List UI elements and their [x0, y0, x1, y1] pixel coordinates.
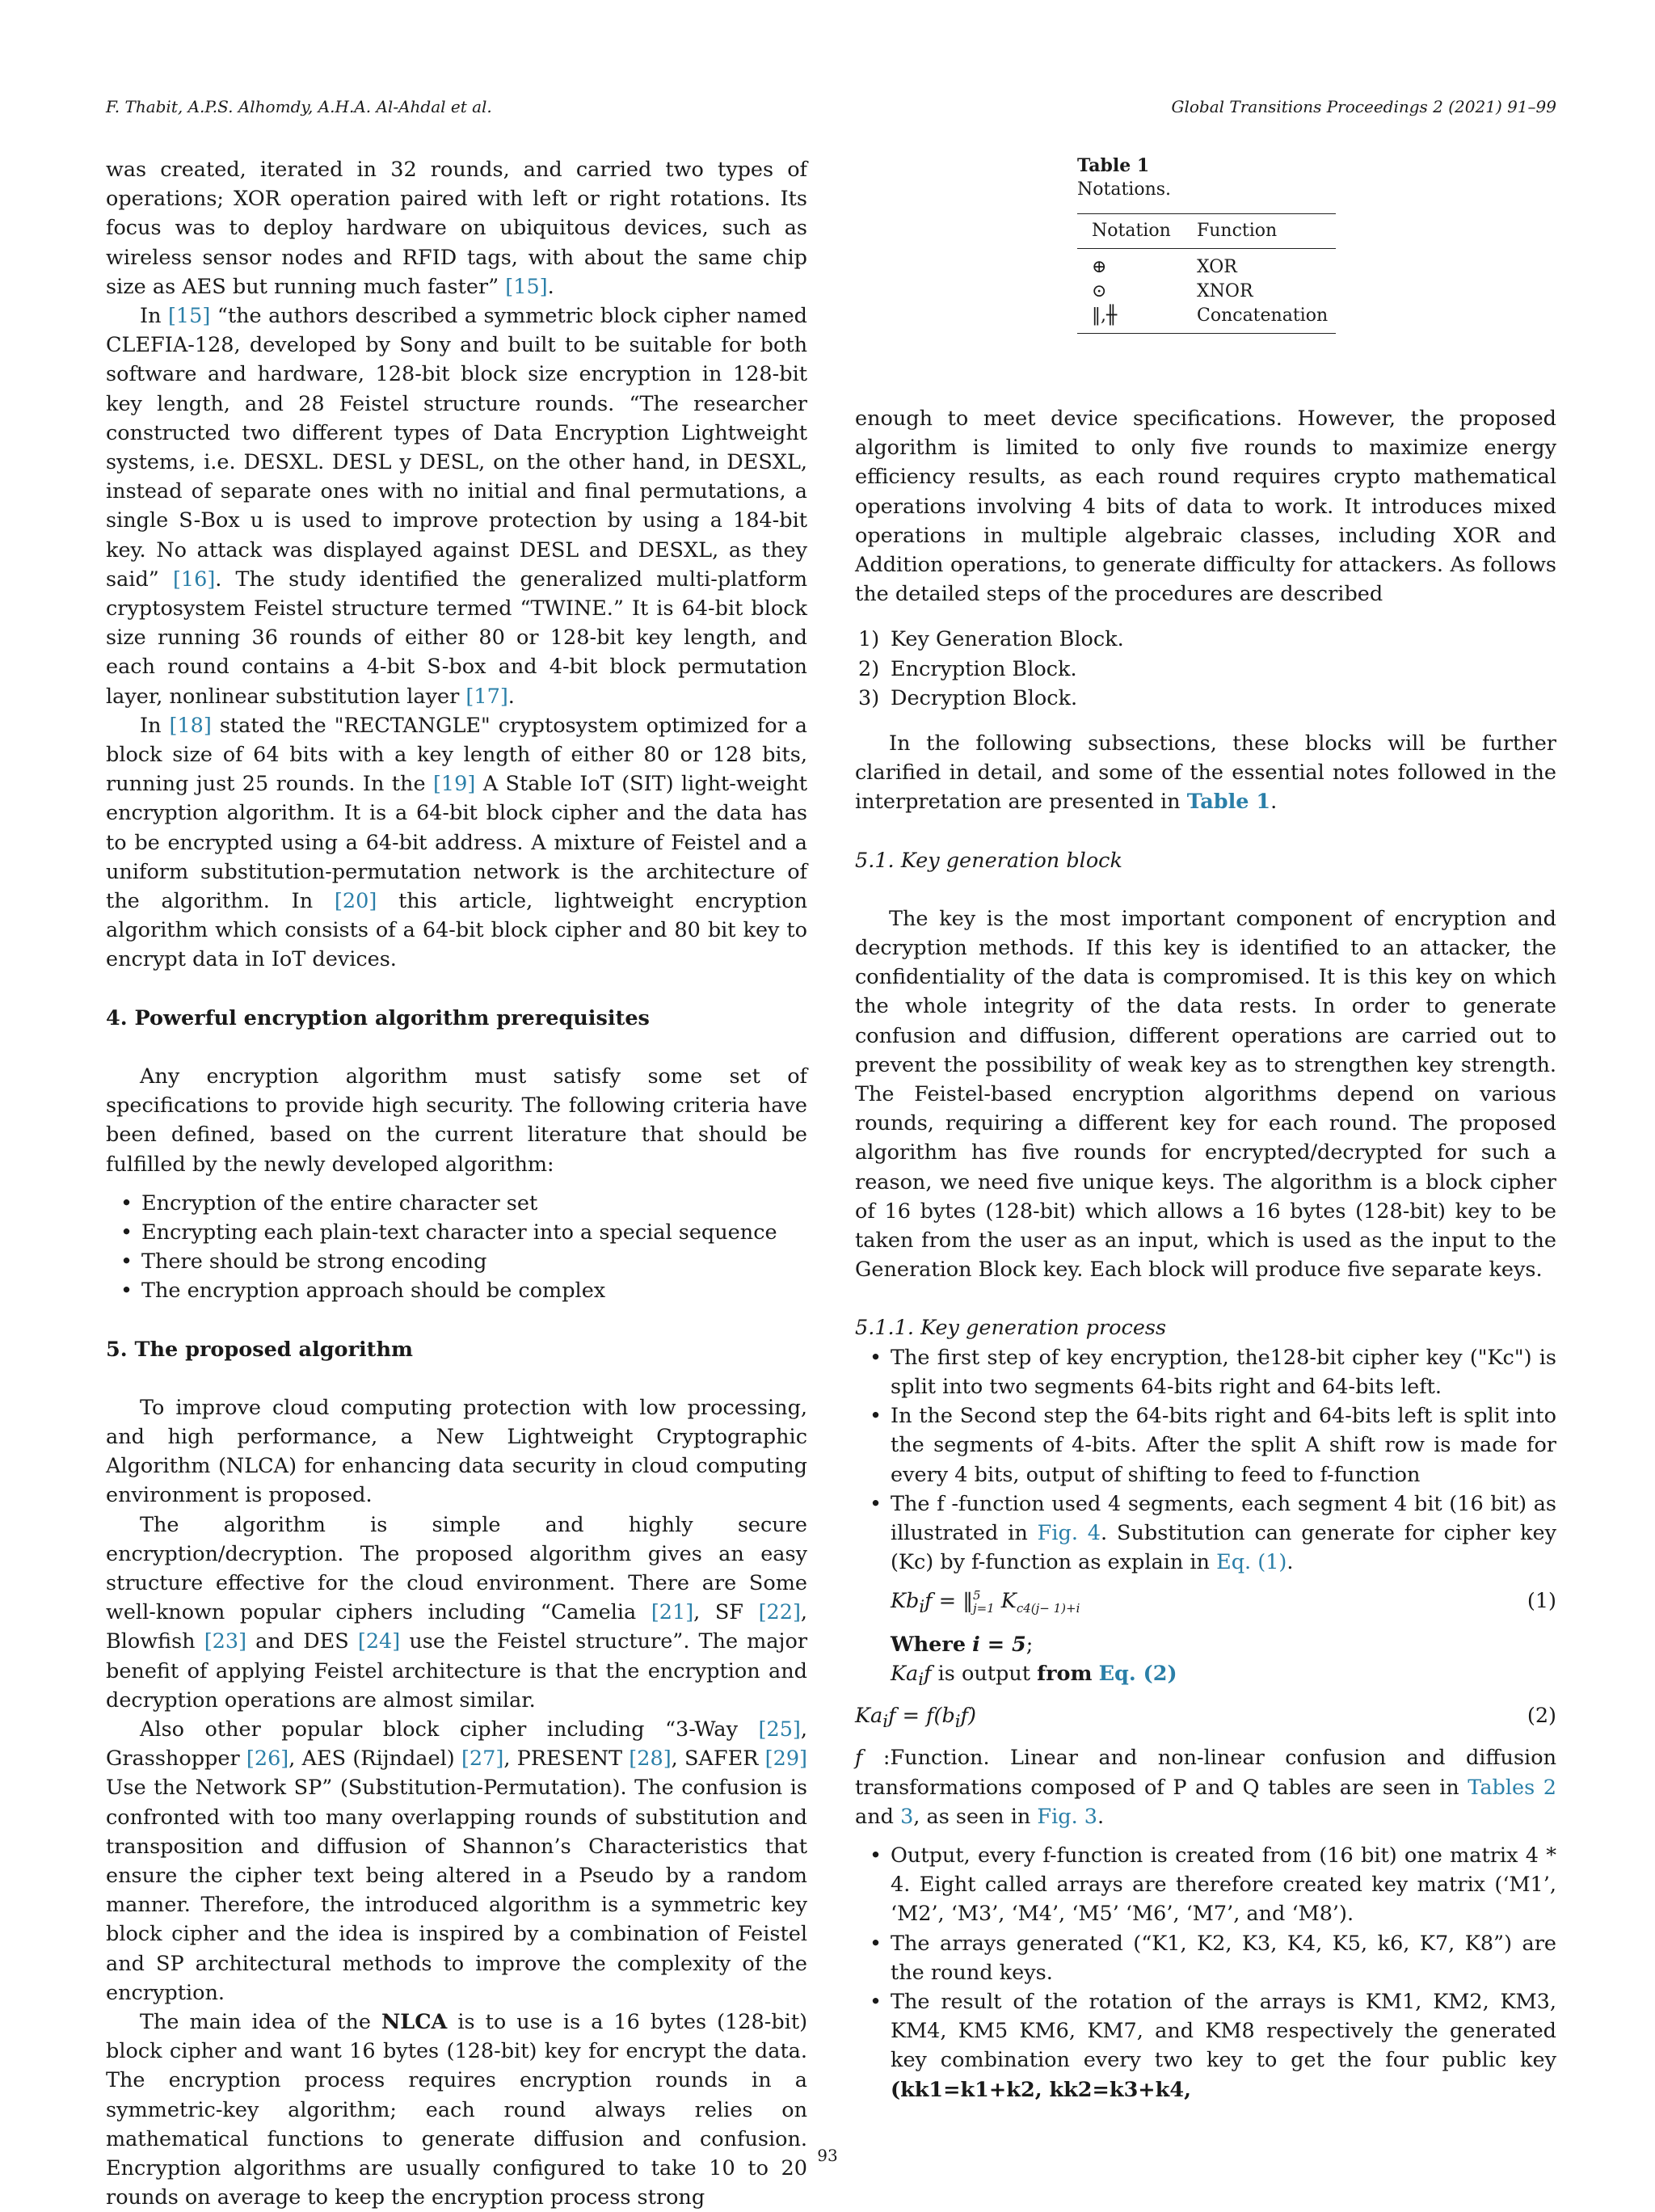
table-title: Table 1 [1077, 155, 1150, 176]
where-clause: Where i = 5; $Ka_if$ is output from Eq. (2) [891, 1632, 1177, 1690]
paragraph: To improve cloud computing protection with low processing, and high performance, a New Lightweight Cryptographic Algorithm (NLCA) for enhancing data security in cloud computing environment is proposed. [106, 1395, 807, 1508]
figure-link[interactable]: Fig. 4 [1037, 1520, 1101, 1545]
citation-link[interactable]: [27] [461, 1746, 504, 1772]
list-item: • In the Second step the 64-bits right and 64-bits left is split into the segments of 4-bits. After the split A shift row is made for every 4 bits, output of shifting to feed to f-function [855, 1401, 1556, 1489]
list-item: • Encryption of the entire character set [106, 1189, 807, 1218]
block-steps-list [855, 625, 1556, 713]
left-column [106, 155, 807, 2212]
paragraph: The main idea of the NLCA is to use is a 16 bytes (128-bit) block cipher and want 16 bytes (128-bit) key for encrypt the data. The encryption process requires encryption rounds in a symmetric-key algorithm; each round always relies on mathematical functions to generate diffusion and confusion. Encryption algorithms are usually configured to take 10 to 20 rounds on average to keep the encryption process strong [106, 2009, 808, 2210]
table-row: ⊕ XOR [1092, 257, 1237, 277]
citation-link[interactable]: [15] [505, 274, 548, 299]
list-item: • The f -function used 4 segments, each segment 4 bit (16 bit) as illustrated in Fig. 4. Substitution can generate for cipher key (Kc) by f-function as explain in Eq. (1). [855, 1489, 1556, 1578]
equation-number: (2) [1527, 1704, 1556, 1729]
subsubsection-heading-5-1-1: 5.1.1. Key generation process [855, 1316, 1167, 1341]
paragraph: The key is the most important component of encryption and decryption methods. If this key is identified to an attacker, the confidentiality of the data is compromised. It is this key on which the whole integrity of the data rests. In order to generate confusion and diffusion, different operations are carried out to prevent the possibility of weak key as to strengthen key strength. The Feistel-based encryption algorithms depend on various rounds, requiring a different key for each round. The proposed algorithm has five rounds for encrypted/decrypted for such a reason, we need five unique keys. The algorithm is a block cipher of 16 bytes (128-bit) which allows a 16 bytes (128-bit) key to be taken from the user as an input, which is used as the input to the Generation Block key. Each block will produce five separate keys. [855, 906, 1556, 1283]
paragraph: Any encryption algorithm must satisfy some set of specifications to provide high security. The following criteria have been defined, based on the current literature that should be fulfilled by the newly developed algorithm: [106, 1064, 807, 1177]
citation-link[interactable]: [15] [167, 304, 211, 329]
paragraph: The algorithm is simple and highly secure encryption/decryption. The proposed algorithm gives an easy structure effective for the cloud environment. There are Some well-known popular ciphers including “Camelia [21], SF [22], Blowfish [23] and DES [24] use the Feistel structure”. The major benefit of applying Feistel architecture is that the encryption and decryption operations are almost similar. [106, 1512, 808, 1713]
list-item: • The first step of key encryption, the128-bit cipher key ("Kc") is split into two segments 64-bits right and 64-bits left. [855, 1343, 1556, 1401]
key-process-list [855, 1343, 1556, 1578]
paragraph: In [15] “the authors described a symmetric block cipher named CLEFIA-128, developed by Sony and built to be suitable for both software and hardware, 128-bit block size encryption in 128-bit key length, and 28 Feistel structure rounds. “The researcher constructed two different types of Data Encryption Lightweight systems, i.e. DESXL. DESL y DESL, on the other hand, in DESXL, instead of separate ones with no initial and final permutations, a single S-Box u is used to improve protection by using a 184-bit key. No attack was displayed against DESL and DESXL, as they said” [16]. The study identified the generalized multi-platform cryptosystem Feistel structure termed “TWINE.” It is 64-bit block size running 36 rounds of either 80 or 128-bit key length, and each round contains a 4-bit S-box and 4-bit block permutation layer, nonlinear substitution layer [17]. [106, 304, 808, 709]
citation-link[interactable]: [19] [432, 772, 476, 797]
citation-link[interactable]: [25] [758, 1717, 801, 1742]
citation-link[interactable]: [24] [357, 1629, 401, 1654]
criteria-list [106, 1189, 807, 1306]
paragraph: Also other popular block cipher including “3-Way [25], Grasshopper [26], AES (Rijndael) [27], PRESENT [28], SAFER [29] Use the Network SP” (Substitution-Permutation). The confusion is confronted with too many overlapping rounds of substitution and transposition and diffusion of Shannon’s Characteristics that ensure the cipher text being altered in a Pseudo by a random manner. Therefore, the introduced algorithm is a symmetric key block cipher and the idea is inspired by a combination of Feistel and SP architectural methods to improve the complexity of the encryption. [106, 1717, 808, 2005]
column-header: Notation [1092, 221, 1171, 241]
table-link[interactable]: Table 1 [1186, 790, 1271, 815]
table-row: ⊙ XNOR [1092, 281, 1253, 301]
citation-link[interactable]: [28] [629, 1746, 672, 1772]
table-link[interactable]: Tables 2 [1468, 1775, 1556, 1800]
equation-2 [855, 1701, 1556, 1737]
paragraph: In the following subsections, these blocks will be further clarified in detail, and some of the essential notes followed in the interpretation are presented in Table 1. [855, 731, 1556, 815]
output-list [855, 1841, 1556, 2105]
list-item: • Encrypting each plain-text character into a special sequence [106, 1218, 807, 1247]
table-link[interactable]: 3 [900, 1804, 914, 1829]
list-item: 2) Encryption Block. [858, 656, 1077, 681]
table-1 [1077, 154, 1336, 334]
equation-body: $Kb_if$ = ‖ 5 j=1 $K_{c4(j- 1)+i}$ [891, 1588, 1080, 1618]
citation-link[interactable]: [18] [169, 713, 212, 738]
citation-link[interactable]: [22] [758, 1600, 801, 1625]
notation-table [1077, 213, 1336, 334]
equation-link[interactable]: Eq. (2) [1098, 1661, 1177, 1686]
paragraph: was created, iterated in 32 rounds, and carried two types of operations; XOR operation paired with left or right rotations. Its focus was to deploy hardware on ubiquitous devices, such as wireless sensor nodes and RFID tags, with about the same chip size as AES but running much faster” [15]. [106, 158, 807, 299]
citation-link[interactable]: [16] [172, 567, 216, 592]
list-item: 1) Key Generation Block. [858, 627, 1124, 652]
equation-body: $Ka_if = f(b_if)$ [855, 1704, 976, 1733]
list-item: • The arrays generated (“K1, K2, K3, K4, K5, k6, K7, K8”) are the round keys. [855, 1929, 1556, 1987]
equation-1 [855, 1586, 1556, 1623]
right-column [855, 404, 1556, 2114]
page-number: 93 [817, 2146, 838, 2165]
list-item: • The encryption approach should be complex [106, 1276, 807, 1305]
section-heading-4: 4. Powerful encryption algorithm prerequisites [106, 1005, 650, 1030]
column-header: Function [1197, 221, 1278, 241]
citation-link[interactable]: [26] [246, 1746, 289, 1772]
table-row: ‖,╫ Concatenation [1092, 305, 1329, 326]
citation-link[interactable]: [21] [651, 1600, 694, 1625]
citation-link[interactable]: [23] [204, 1629, 247, 1654]
list-item: • There should be strong encoding [106, 1247, 807, 1276]
figure-link[interactable]: Fig. 3 [1037, 1804, 1097, 1829]
list-item: • The result of the rotation of the arrays is KM1, KM2, KM3, KM4, KM5 KM6, KM7, and KM8 respectively the generated key combination every two key to get the four public key (kk1=k1+k2, kk2=k3+k4, [855, 1987, 1556, 2105]
list-item: • Output, every f-function is created from (16 bit) one matrix 4 * 4. Eight called arrays are therefore created key matrix (‘M1’, ‘M2’, ‘M3’, ‘M4’, ‘M5’ ‘M6’, ‘M7’, and ‘M8’). [855, 1841, 1556, 1929]
section-heading-5: 5. The proposed algorithm [106, 1337, 413, 1362]
citation-link[interactable]: [20] [334, 889, 377, 914]
paragraph: In [18] stated the "RECTANGLE" cryptosystem optimized for a block size of 64 bits with a key length of either 80 or 128 bits, running just 25 rounds. In the [19] A Stable IoT (SIT) light-weight encryption algorithm. It is a 64-bit block cipher and the data has to be encrypted using a 64-bit address. A mixture of Feistel and a uniform substitution-permutation network is the architecture of the algorithm. In [20] this article, lightweight encryption algorithm which consists of a 64-bit block cipher and 80 bit key to encrypt data in IoT devices. [106, 713, 808, 972]
paragraph: f :Function. Linear and non-linear confusion and diffusion transformations composed of P and Q tables are seen in Tables 2 and 3, as seen in Fig. 3. [855, 1746, 1556, 1829]
citation-link[interactable]: [17] [465, 684, 508, 709]
equation-link[interactable]: Eq. (1) [1216, 1550, 1287, 1575]
running-header-authors: F. Thabit, A.P.S. Alhomdy, A.H.A. Al-Ahdal et al. [106, 97, 492, 116]
subsection-heading-5-1: 5.1. Key generation block [855, 848, 1122, 873]
equation-number: (1) [1527, 1589, 1556, 1614]
table-caption: Notations. [1077, 179, 1172, 200]
running-header-journal: Global Transitions Proceedings 2 (2021) 91–99 [1171, 97, 1556, 116]
paragraph: enough to meet device specifications. However, the proposed algorithm is limited to only five rounds to maximize energy efficiency results, as each round requires crypto mathematical operations involving 4 bits of data to work. It introduces mixed operations in multiple algebraic classes, including XOR and Addition operations, to generate difficulty for attackers. As follows the detailed steps of the procedures are described [855, 407, 1556, 607]
list-item: 3) Decryption Block. [858, 685, 1078, 710]
table-header-row [1077, 214, 1336, 249]
citation-link[interactable]: [29] [764, 1746, 808, 1772]
